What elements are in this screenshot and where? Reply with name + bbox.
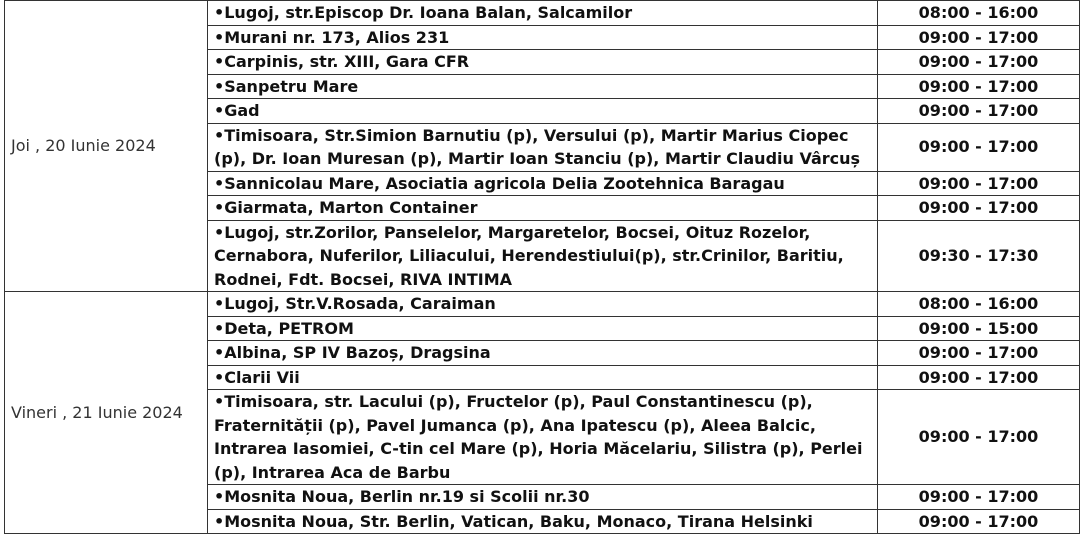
hours-cell: 09:00 - 17:00 (878, 509, 1080, 534)
hours-cell: 09:00 - 17:00 (878, 390, 1080, 485)
hours-cell: 09:30 - 17:30 (878, 220, 1080, 292)
location-cell: •Clarii Vii (208, 365, 878, 390)
hours-cell: 09:00 - 17:00 (878, 50, 1080, 75)
hours-cell: 09:00 - 17:00 (878, 123, 1080, 171)
location-cell: •Carpinis, str. XIII, Gara CFR (208, 50, 878, 75)
table-row (5, 292, 1080, 317)
hours-cell: 09:00 - 17:00 (878, 341, 1080, 366)
location-cell: •Timisoara, str. Lacului (p), Fructelor (p), Paul Constantinescu (p), Fraternității (p), Pavel Jumanca (p), Ana Ipatescu (p), Aleea Balcic, Intrarea Iasomiei, C-tin cel Mare (p), Horia Măcelariu, Silistra (p), Perlei (p), Intrarea Aca de Barbu (208, 390, 878, 485)
location-cell: •Timisoara, Str.Simion Barnutiu (p), Versului (p), Martir Marius Ciopec (p), Dr. Ioan Muresan (p), Martir Ioan Stanciu (p), Martir Claudiu Vârcuș (208, 123, 878, 171)
location-cell: •Murani nr. 173, Alios 231 (208, 25, 878, 50)
day-label: Joi , 20 Iunie 2024 (5, 1, 208, 292)
location-cell: •Albina, SP IV Bazoș, Dragsina (208, 341, 878, 366)
location-cell: •Mosnita Noua, Str. Berlin, Vatican, Baku, Monaco, Tirana Helsinki (208, 509, 878, 534)
hours-cell: 09:00 - 17:00 (878, 99, 1080, 124)
location-cell: •Lugoj, str.Zorilor, Panselelor, Margaretelor, Bocsei, Oituz Rozelor, Cernabora, Nuferilor, Liliacului, Herendestiului(p), str.Crinilor, Baritiu, Rodnei, Fdt. Bocsei, RIVA INTIMA (208, 220, 878, 292)
location-cell: •Lugoj, str.Episcop Dr. Ioana Balan, Salcamilor (208, 1, 878, 26)
day-label: Vineri , 21 Iunie 2024 (5, 292, 208, 534)
hours-cell: 09:00 - 17:00 (878, 196, 1080, 221)
location-cell: •Sannicolau Mare, Asociatia agricola Delia Zootehnica Baragau (208, 171, 878, 196)
outage-schedule-table (4, 0, 1080, 534)
location-cell: •Lugoj, Str.V.Rosada, Caraiman (208, 292, 878, 317)
location-cell: •Sanpetru Mare (208, 74, 878, 99)
schedule-body (5, 1, 1080, 534)
hours-cell: 09:00 - 17:00 (878, 365, 1080, 390)
location-cell: •Mosnita Noua, Berlin nr.19 si Scolii nr.30 (208, 485, 878, 510)
hours-cell: 09:00 - 17:00 (878, 171, 1080, 196)
hours-cell: 09:00 - 17:00 (878, 25, 1080, 50)
table-row (5, 1, 1080, 26)
location-cell: •Deta, PETROM (208, 316, 878, 341)
location-cell: •Giarmata, Marton Container (208, 196, 878, 221)
hours-cell: 09:00 - 15:00 (878, 316, 1080, 341)
hours-cell: 08:00 - 16:00 (878, 1, 1080, 26)
hours-cell: 09:00 - 17:00 (878, 74, 1080, 99)
hours-cell: 08:00 - 16:00 (878, 292, 1080, 317)
hours-cell: 09:00 - 17:00 (878, 485, 1080, 510)
location-cell: •Gad (208, 99, 878, 124)
